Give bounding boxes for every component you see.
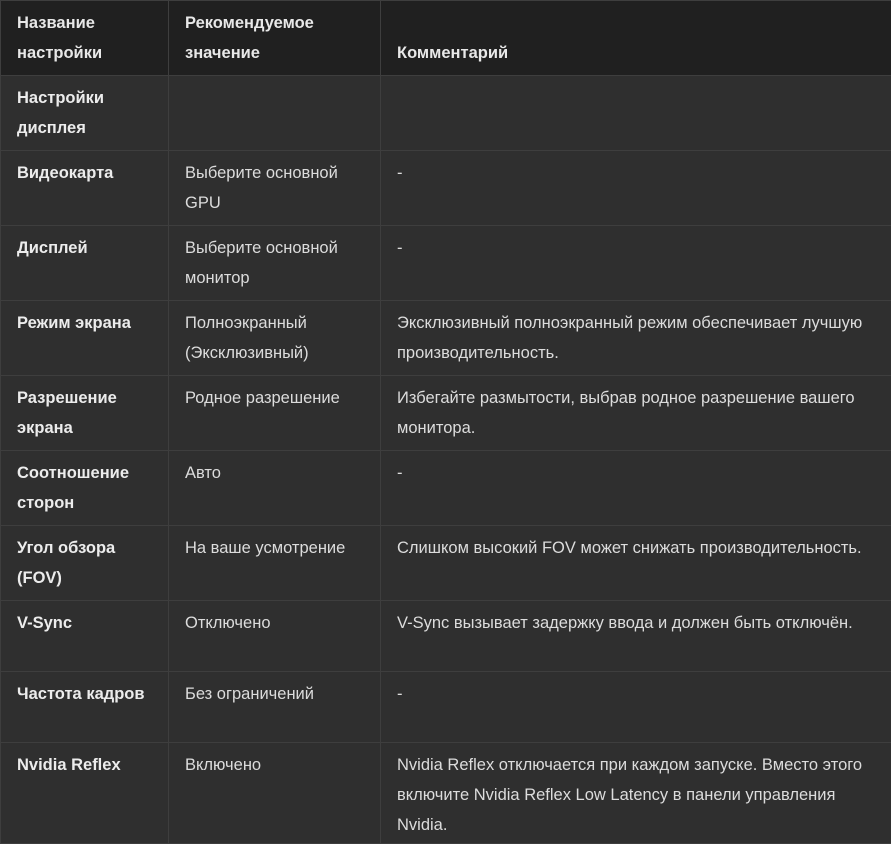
setting-value-cell: Родное разрешение: [169, 376, 381, 451]
table-row: [1, 601, 891, 672]
setting-value-cell: Авто: [169, 451, 381, 526]
table-row: [1, 376, 891, 451]
setting-comment-cell: -: [381, 672, 891, 743]
setting-comment-cell: Слишком высокий FOV может снижать производительность.: [381, 526, 891, 601]
header-setting-name: Название настройки: [1, 1, 169, 76]
setting-name-cell: Режим экрана: [1, 301, 169, 376]
table-row: [1, 226, 891, 301]
table-row: [1, 301, 891, 376]
setting-value-cell: Без ограничений: [169, 672, 381, 743]
setting-name-cell: Угол обзора (FOV): [1, 526, 169, 601]
setting-comment-cell: Эксклюзивный полноэкранный режим обеспечивает лучшую производительность.: [381, 301, 891, 376]
setting-name-cell: V-Sync: [1, 601, 169, 672]
setting-name-cell: Частота кадров: [1, 672, 169, 743]
setting-name-cell: Настройки дисплея: [1, 76, 169, 151]
table-header-row: [1, 1, 891, 76]
setting-comment-cell: V-Sync вызывает задержку ввода и должен быть отключён.: [381, 601, 891, 672]
table-row: [1, 743, 891, 844]
setting-name-cell: Nvidia Reflex: [1, 743, 169, 844]
table-row: [1, 672, 891, 743]
header-comment: Комментарий: [381, 1, 891, 76]
setting-comment-cell: -: [381, 226, 891, 301]
setting-name-cell: Видеокарта: [1, 151, 169, 226]
table-row: [1, 526, 891, 601]
setting-comment-cell: -: [381, 151, 891, 226]
setting-value-cell: Выберите основной GPU: [169, 151, 381, 226]
setting-comment-cell: Nvidia Reflex отключается при каждом запуске. Вместо этого включите Nvidia Reflex Low Latency в панели управления Nvidia.: [381, 743, 891, 844]
setting-value-cell: Полноэкранный (Эксклюзивный): [169, 301, 381, 376]
table-row: [1, 451, 891, 526]
setting-name-cell: Дисплей: [1, 226, 169, 301]
table-row: [1, 151, 891, 226]
setting-value-cell: Выберите основной монитор: [169, 226, 381, 301]
setting-value-cell: [169, 76, 381, 151]
setting-name-cell: Соотношение сторон: [1, 451, 169, 526]
header-recommended-value: Рекомендуемое значение: [169, 1, 381, 76]
setting-comment-cell: -: [381, 451, 891, 526]
setting-name-cell: Разрешение экрана: [1, 376, 169, 451]
setting-value-cell: Отключено: [169, 601, 381, 672]
table-row: [1, 76, 891, 151]
setting-value-cell: На ваше усмотрение: [169, 526, 381, 601]
setting-comment-cell: [381, 76, 891, 151]
setting-comment-cell: Избегайте размытости, выбрав родное разрешение вашего монитора.: [381, 376, 891, 451]
setting-value-cell: Включено: [169, 743, 381, 844]
